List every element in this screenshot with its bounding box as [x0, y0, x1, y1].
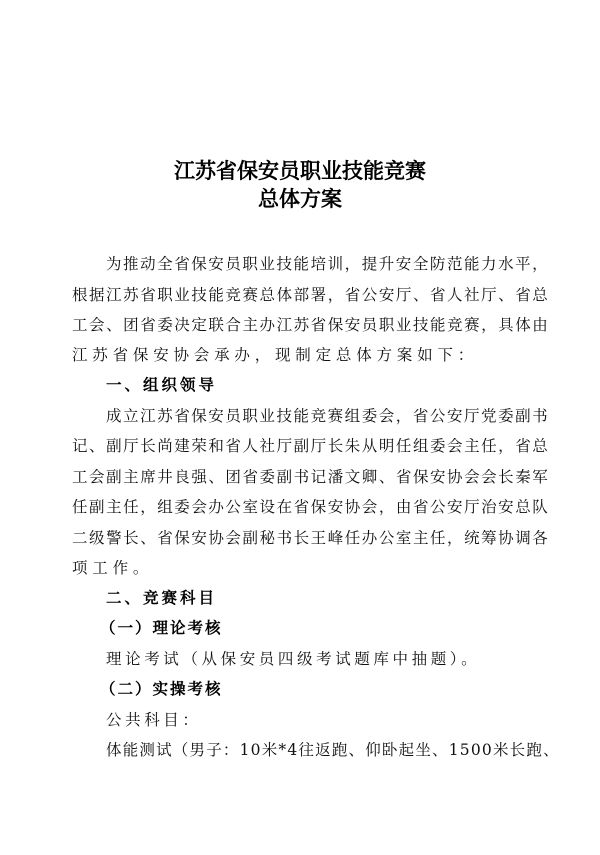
subsection-heading: （一）理论考核: [100, 618, 223, 637]
section-heading: 二、竞赛科目: [106, 588, 218, 607]
paragraph-line: 任 副 主 任 ， 组 委 会 办 公 室 设 在 省 保 安 协 会 ， 由 省 公 安 厅 治 安 总 队: [72, 498, 548, 516]
paragraph-line: 成 立 江 苏 省 保 安 员 职 业 技 能 竞 赛 组 委 会 ， 省 公 安 厅 党 委 副 书: [106, 407, 548, 425]
document-title: 江苏省保安员职业技能竞赛: [174, 159, 426, 183]
paragraph-line: 理论考试（从保安员四级考试题库中抽题）。: [106, 650, 481, 668]
paragraph-line: 体能测试（男子：10米*4往返跑、仰卧起坐、1500米长跑、: [106, 741, 560, 759]
paragraph-line: 工 会 、 团 省 委 决 定 联 合 主 办 江 苏 省 保 安 员 职 业 技 能 竞 赛 ， 具 体 由: [72, 316, 548, 334]
subsection-heading: （二）实操考核: [100, 679, 223, 698]
paragraph-line: 记 、 副 厅 长 尚 建 荣 和 省 人 社 厅 副 厅 长 朱 从 明 任 组 委 会 主 任 ， 省 总: [72, 437, 548, 455]
section-heading: 一、组织领导: [106, 375, 218, 394]
paragraph-line: 为 推 动 全 省 保 安 员 职 业 技 能 培 训 ， 提 升 安 全 防 范 能 力 水 平 ，: [106, 255, 548, 273]
paragraph-line: 项工作。: [72, 559, 154, 577]
paragraph-line: 二 级 警 长 、 省 保 安 协 会 副 秘 书 长 王 峰 任 办 公 室 主 任 ， 统 筹 协 调 各: [72, 529, 548, 547]
paragraph-line: 根 据 江 苏 省 职 业 技 能 竞 赛 总 体 部 署 ， 省 公 安 厅 、 省 人 社 厅 、 省 总: [72, 286, 548, 304]
paragraph-line: 公共科目：: [106, 711, 202, 729]
paragraph-line: 江苏省保安协会承办，现制定总体方案如下：: [72, 346, 479, 364]
document-subtitle: 总体方案: [258, 187, 342, 211]
paragraph-line: 工 会 副 主 席 井 良 强 、 团 省 委 副 书 记 潘 文 卿 、 省 保 安 协 会 会 长 秦 军: [72, 468, 548, 486]
